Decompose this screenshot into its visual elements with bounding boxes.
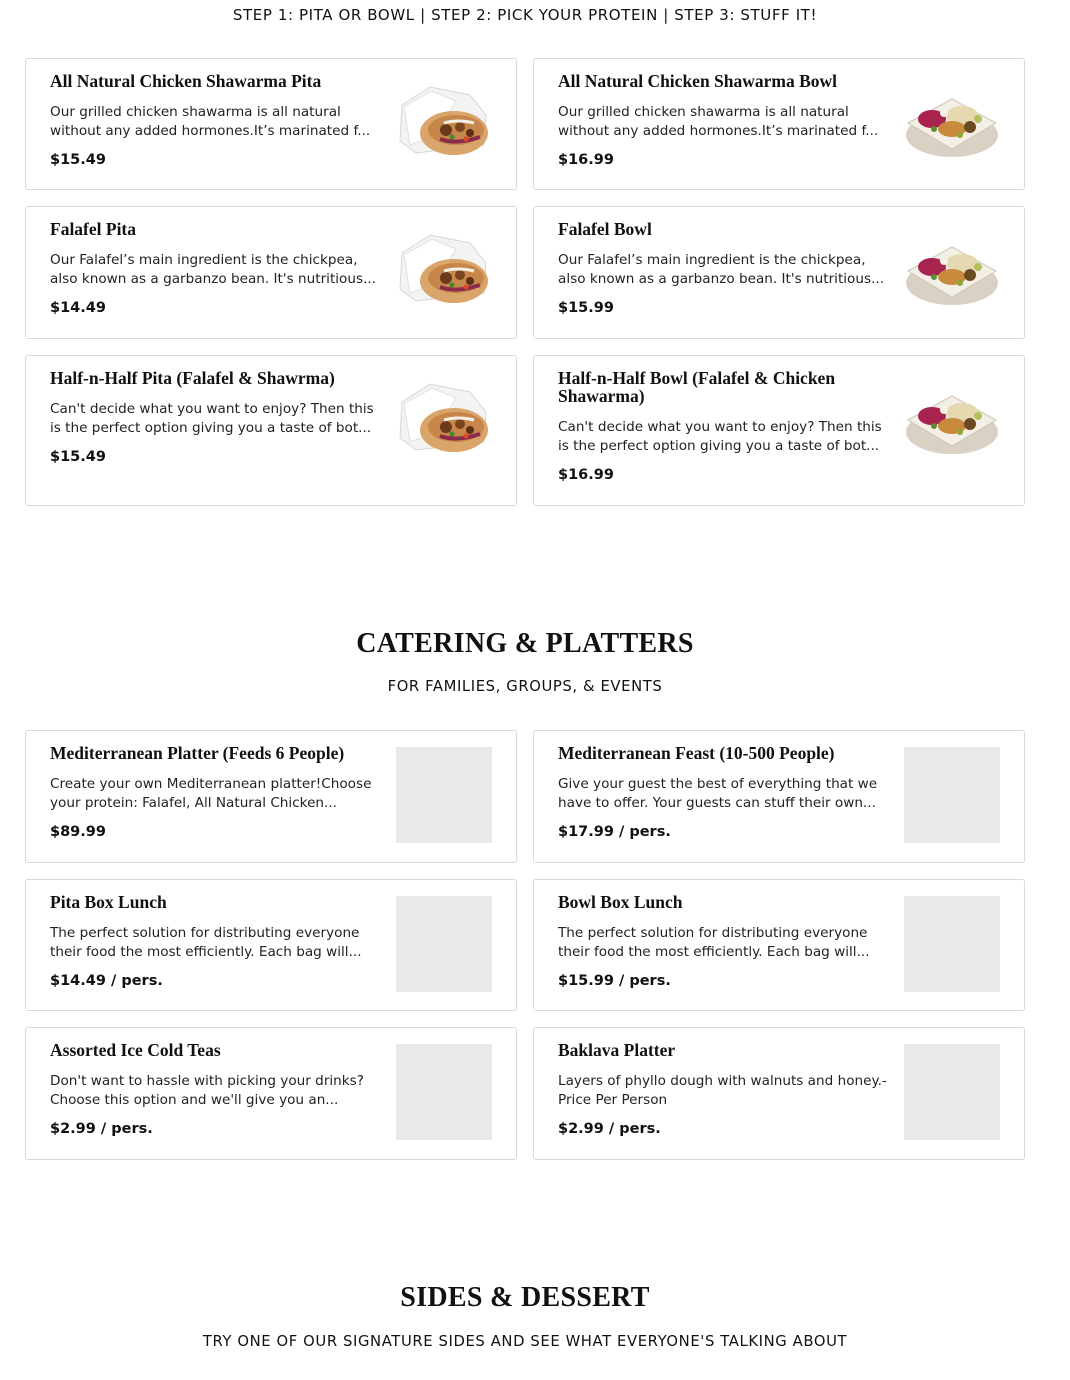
catering-card-price: $14.49 / pers. — [50, 973, 163, 989]
catering-card-price: $15.99 / pers. — [558, 973, 671, 989]
menu-card-falafel-pita[interactable] — [25, 206, 517, 339]
menu-card-title: All Natural Chicken Shawarma Pita — [50, 71, 322, 91]
catering-card-bowl-box-lunch[interactable] — [533, 879, 1025, 1011]
pita-wrap-icon[interactable] — [396, 223, 492, 319]
catering-card-description: Don't want to hassle with picking your drinks? Choose this option and we'll give you an... — [50, 1073, 364, 1108]
menu-card-title: All Natural Chicken Shawarma Bowl — [558, 71, 838, 91]
menu-card-title: Falafel Bowl — [558, 219, 652, 239]
catering-card-price: $2.99 / pers. — [558, 1121, 661, 1137]
menu-card-chicken-shawarma-pita[interactable] — [25, 58, 517, 190]
menu-card-description: Can't decide what you want to enjoy? Then this is the perfect option giving you a taste of bot... — [50, 401, 374, 436]
menu-card-description: Our grilled chicken shawarma is all natural without any added hormones.It’s marinated f... — [558, 104, 879, 139]
sides-section-subtitle: TRY ONE OF OUR SIGNATURE SIDES AND SEE WHAT EVERYONE'S TALKING ABOUT — [202, 1333, 848, 1350]
image-placeholder[interactable] — [396, 747, 492, 843]
menu-card-description: Our grilled chicken shawarma is all natural without any added hormones.It’s marinated f... — [50, 104, 371, 139]
sides-section-title: SIDES & DESSERT — [400, 1282, 650, 1313]
catering-card-mediterranean-platter[interactable] — [25, 730, 517, 863]
catering-card-description: Create your own Mediterranean platter!Choose your protein: Falafel, All Natural Chicken... — [50, 776, 372, 811]
catering-card-price: $2.99 / pers. — [50, 1121, 153, 1137]
image-placeholder[interactable] — [904, 1044, 1000, 1140]
pita-wrap-icon[interactable] — [396, 75, 492, 171]
menu-card-falafel-bowl[interactable] — [533, 206, 1025, 339]
steps-banner: STEP 1: PITA OR BOWL | STEP 2: PICK YOUR PROTEIN | STEP 3: STUFF IT! — [232, 6, 818, 24]
catering-section-title: CATERING & PLATTERS — [356, 628, 694, 659]
catering-card-title: Mediterranean Platter (Feeds 6 People) — [50, 743, 345, 763]
catering-grid — [25, 730, 1025, 1160]
catering-card-price: $89.99 — [50, 824, 106, 840]
menu-card-price: $16.99 — [558, 467, 614, 483]
menu-card-description: Our Falafel’s main ingredient is the chickpea, also known as a garbanzo bean. It's nutritious... — [558, 252, 885, 287]
catering-card-title: Assorted Ice Cold Teas — [50, 1040, 221, 1060]
catering-card-description: The perfect solution for distributing everyone their food the most efficiently. Each bag will... — [50, 925, 362, 960]
catering-card-ice-cold-teas[interactable] — [25, 1027, 517, 1160]
menu-card-price: $14.49 — [50, 300, 106, 316]
menu-grid — [25, 58, 1025, 506]
catering-card-baklava-platter[interactable] — [533, 1027, 1025, 1160]
menu-card-price: $15.49 — [50, 152, 106, 168]
image-placeholder[interactable] — [904, 747, 1000, 843]
catering-card-title: Pita Box Lunch — [50, 892, 167, 912]
menu-card-title: Half-n-Half Bowl (Falafel & Chicken Shawarma) — [558, 368, 836, 406]
menu-card-price: $16.99 — [558, 152, 614, 168]
menu-card-title: Half-n-Half Pita (Falafel & Shawrma) — [50, 368, 335, 388]
catering-card-title: Baklava Platter — [558, 1040, 676, 1060]
menu-card-chicken-shawarma-bowl[interactable] — [533, 58, 1025, 190]
menu-card-title: Falafel Pita — [50, 219, 137, 239]
bowl-icon[interactable] — [904, 372, 1000, 468]
menu-card-half-n-half-pita[interactable] — [25, 355, 517, 506]
pita-wrap-icon[interactable] — [396, 372, 492, 468]
catering-card-pita-box-lunch[interactable] — [25, 879, 517, 1011]
catering-section-subtitle: FOR FAMILIES, GROUPS, & EVENTS — [387, 678, 663, 695]
menu-card-price: $15.99 — [558, 300, 614, 316]
bowl-icon[interactable] — [904, 223, 1000, 319]
catering-card-title: Mediterranean Feast (10-500 People) — [558, 743, 835, 763]
image-placeholder[interactable] — [904, 896, 1000, 992]
menu-card-price: $15.49 — [50, 449, 106, 465]
menu-card-description: Can't decide what you want to enjoy? Then this is the perfect option giving you a taste of bot... — [558, 419, 882, 454]
image-placeholder[interactable] — [396, 896, 492, 992]
catering-card-description: The perfect solution for distributing everyone their food the most efficiently. Each bag will... — [558, 925, 870, 960]
bowl-icon[interactable] — [904, 75, 1000, 171]
menu-card-half-n-half-bowl[interactable] — [533, 355, 1025, 506]
catering-card-mediterranean-feast[interactable] — [533, 730, 1025, 863]
catering-card-price: $17.99 / pers. — [558, 824, 671, 840]
menu-card-description: Our Falafel’s main ingredient is the chickpea, also known as a garbanzo bean. It's nutritious... — [50, 252, 377, 287]
image-placeholder[interactable] — [396, 1044, 492, 1140]
catering-card-title: Bowl Box Lunch — [558, 892, 683, 912]
catering-card-description: Layers of phyllo dough with walnuts and honey.-Price Per Person — [558, 1073, 887, 1108]
catering-card-description: Give your guest the best of everything that we have to offer. Your guests can stuff their own... — [558, 776, 878, 811]
